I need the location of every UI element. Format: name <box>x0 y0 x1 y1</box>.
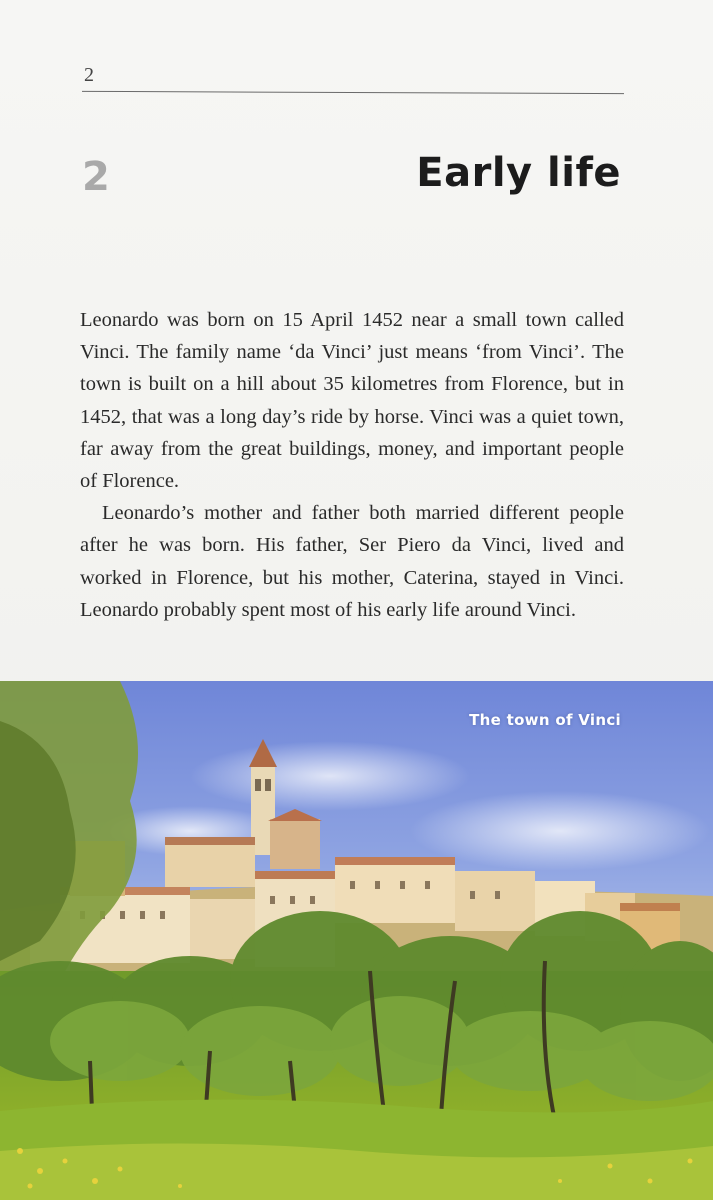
chapter-body <box>80 304 624 626</box>
chapter-number: 2 <box>82 154 110 200</box>
page-number: 2 <box>84 64 94 86</box>
paragraph-2: Leonardo’s mother and father both married different people after he was born. His father, Ser Piero da Vinci, lived and worked in Florence, but his mother, Caterina, stayed in Vinci. Leonardo probably spent most of his early life around Vinci. <box>80 502 624 621</box>
paragraph-1: Leonardo was born on 15 April 1452 near a small town called Vinci. The family name ‘da Vinci’ just means ‘from Vinci’. The town is built on a hill about 35 kilometres from Florence, but in 1452, that was a long day’s ride by horse. Vinci was a quiet town, far away from the great buildings, money, and important people of Florence. <box>80 309 624 493</box>
photo-caption: The town of Vinci <box>469 711 621 729</box>
chapter-title: Early life <box>416 150 621 196</box>
header-rule <box>82 91 624 94</box>
town-photo <box>0 681 713 1200</box>
